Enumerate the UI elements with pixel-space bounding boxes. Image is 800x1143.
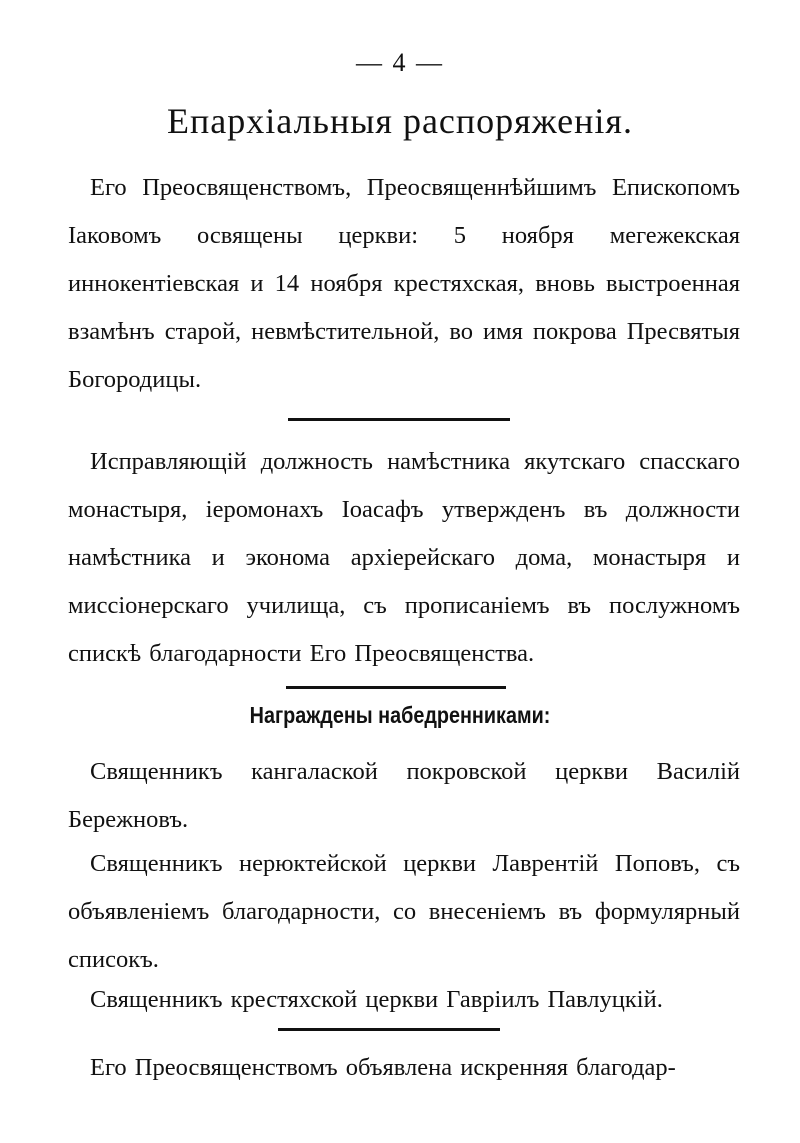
divider-rule: [278, 1028, 500, 1031]
paragraph-gratitude: Его Преосвященствомъ объявлена искренняя благодар-: [90, 1054, 676, 1081]
page-number: — 4 —: [356, 48, 444, 77]
award-entry: Священникъ нерюктейской церкви Лаврентій Поповъ, съ объявленіемъ благодарности, со внесеніемъ въ формулярный списокъ.: [68, 850, 740, 973]
paragraph-appointment: Исправляющій должность намѣстника якутскаго спасскаго монастыря, іеромонахъ Іоасафъ утвержденъ въ должности намѣстника и эконома архіерейскаго дома, монастыря и миссіонерскаго училища, съ прописаніемъ въ послужномъ спискѣ благодарности Его Преосвященства.: [68, 448, 740, 667]
awards-heading: Награждены набедренниками:: [249, 702, 551, 728]
award-entry: Священникъ кангалаской покровской церкви Василій Бережновъ.: [68, 758, 740, 833]
section-title: Епархіальныя распоряженія.: [167, 101, 633, 141]
paragraph-consecration: Его Преосвященствомъ, Преосвященнѣйшимъ Епископомъ Іаковомъ освящены церкви: 5 ноября мегежекская иннокентіевская и 14 ноября крестяхская, вновь выстроенная взамѣнъ старой, невмѣстительной, во имя покрова Пресвятыя Богородицы.: [68, 174, 740, 393]
divider-rule: [286, 686, 506, 689]
divider-rule: [288, 418, 510, 421]
award-entry: Священникъ крестяхской церкви Гавріилъ Павлуцкій.: [90, 986, 663, 1013]
